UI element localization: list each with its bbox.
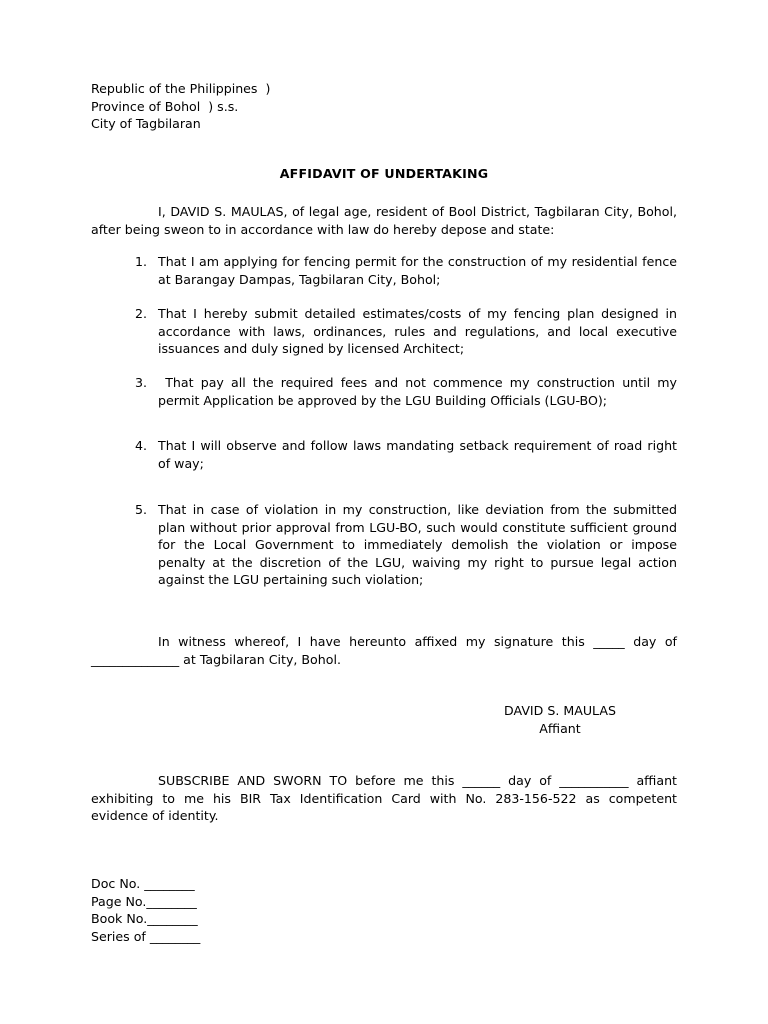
- venue-line-country: Republic of the Philippines ): [91, 81, 271, 96]
- list-item-number: 4.: [135, 438, 148, 453]
- jurat-paragraph: SUBSCRIBE AND SWORN TO before me this ______ day of ___________ affiant exhibiting to me his BIR Tax Identification Card with No. 283-156-522 as competent evidence of identity.: [91, 773, 677, 823]
- notary-series: Series of ________: [91, 928, 201, 944]
- notary-page-no: Page No.________: [91, 893, 197, 909]
- notary-doc-no: Doc No. ________: [91, 876, 195, 891]
- venue-block: [91, 80, 270, 133]
- signatory-name: DAVID S. MAULAS: [504, 703, 616, 718]
- witness-paragraph: In witness whereof, I have hereunto affixed my signature this _____ day of ______________ at Tagbilaran City, Bohol.: [91, 634, 677, 667]
- list-item-text: That I hereby submit detailed estimates/costs of my fencing plan designed in accordance with laws, ordinances, rules and regulations, and local executive issuances and duly signed by licensed Architect;: [158, 306, 677, 356]
- list-item-text: That in case of violation in my construction, like deviation from the submitted plan without prior approval from LGU-BO, such would constitute sufficient ground for the Local Government to immediately demolish the violation or impose penalty at the discretion of the LGU, waiving my right to pursue legal action against the LGU pertaining such violation;: [158, 502, 677, 587]
- venue-line-province: Province of Bohol ) s.s.: [91, 98, 239, 114]
- document-title: AFFIDAVIT OF UNDERTAKING: [279, 166, 489, 181]
- list-item-text: That I am applying for fencing permit for the construction of my residential fence at Barangay Dampas, Tagbilaran City, Bohol;: [158, 254, 677, 287]
- list-item: [91, 305, 677, 358]
- signatory-role: Affiant: [539, 720, 581, 736]
- notarial-register: [91, 875, 200, 945]
- notary-book-no: Book No.________: [91, 911, 198, 926]
- list-item: [91, 437, 677, 472]
- list-item-number: 1.: [135, 254, 148, 269]
- list-item: [91, 253, 677, 288]
- list-item-number: 2.: [135, 306, 148, 321]
- list-item-number: 5.: [135, 502, 148, 517]
- list-item: [91, 501, 677, 589]
- venue-line-city: City of Tagbilaran: [91, 116, 201, 131]
- signature-block: [480, 702, 640, 737]
- list-item-text: That pay all the required fees and not commence my construction until my permit Application be approved by the LGU Building Officials (LGU-BO);: [158, 375, 682, 408]
- list-item: [91, 374, 682, 409]
- list-item-text: That I will observe and follow laws mandating setback requirement of road right of way;: [158, 438, 677, 471]
- list-item-number: 3.: [135, 375, 148, 390]
- intro-paragraph: I, DAVID S. MAULAS, of legal age, resident of Bool District, Tagbilaran City, Bohol, after being sweon to in accordance with law do hereby depose and state:: [91, 204, 677, 237]
